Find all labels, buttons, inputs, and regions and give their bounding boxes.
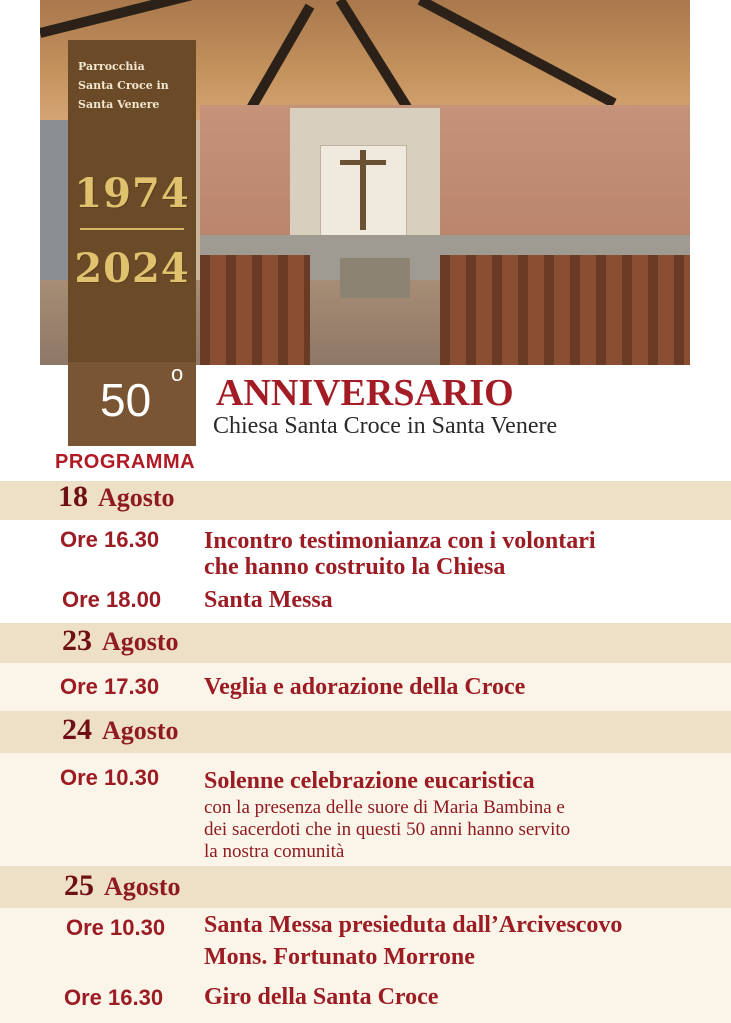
day-month: Agosto — [102, 716, 179, 745]
day-heading — [64, 869, 181, 903]
event-title: Incontro testimonianza con i volontari — [204, 528, 596, 554]
parish-line: Santa Croce in — [78, 79, 169, 92]
anniversary-number: 50 — [100, 374, 152, 426]
day-number: 23 — [62, 624, 92, 657]
day-heading — [58, 480, 175, 514]
day-month: Agosto — [98, 483, 175, 512]
event-title: Santa Messa — [204, 587, 333, 613]
event-time: Ore 10.30 — [60, 765, 160, 790]
parish-line: Parrocchia — [78, 60, 145, 73]
parish-name — [78, 57, 196, 114]
event-title: Solenne celebrazione eucaristica — [204, 768, 535, 794]
event-time: Ore 10.30 — [66, 915, 166, 940]
page-subtitle: Chiesa Santa Croce in Santa Venere — [213, 413, 558, 439]
day-month: Agosto — [102, 627, 179, 656]
programma-label: PROGRAMMA — [55, 451, 196, 473]
day-number: 18 — [58, 480, 88, 513]
day-heading — [62, 713, 179, 747]
year-divider — [80, 228, 184, 230]
page-title: ANNIVERSARIO — [216, 372, 514, 414]
year-end: 2024 — [74, 245, 190, 292]
event-title: che hanno costruito la Chiesa — [204, 554, 506, 580]
anniversary-degree: o — [171, 361, 184, 386]
event-title: Giro della Santa Croce — [204, 984, 439, 1010]
event-time: Ore 18.00 — [62, 587, 162, 612]
event-title: Veglia e adorazione della Croce — [204, 674, 526, 700]
event-title: Mons. Fortunato Morrone — [204, 944, 475, 970]
event-description: dei sacerdoti che in questi 50 anni hanno servito — [204, 819, 571, 840]
day-month: Agosto — [104, 872, 181, 901]
event-time: Ore 16.30 — [64, 985, 164, 1010]
day-number: 25 — [64, 869, 94, 902]
event-description: con la presenza delle suore di Maria Bambina e — [204, 797, 565, 818]
event-description: la nostra comunità — [204, 841, 345, 862]
event-title: Santa Messa presieduta dall’Arcivescovo — [204, 912, 623, 938]
year-start: 1974 — [74, 170, 190, 217]
day-heading — [62, 624, 179, 658]
parish-line: Santa Venere — [78, 98, 160, 111]
event-time: Ore 16.30 — [60, 527, 160, 552]
day-number: 24 — [62, 713, 92, 746]
event-time: Ore 17.30 — [60, 674, 160, 699]
